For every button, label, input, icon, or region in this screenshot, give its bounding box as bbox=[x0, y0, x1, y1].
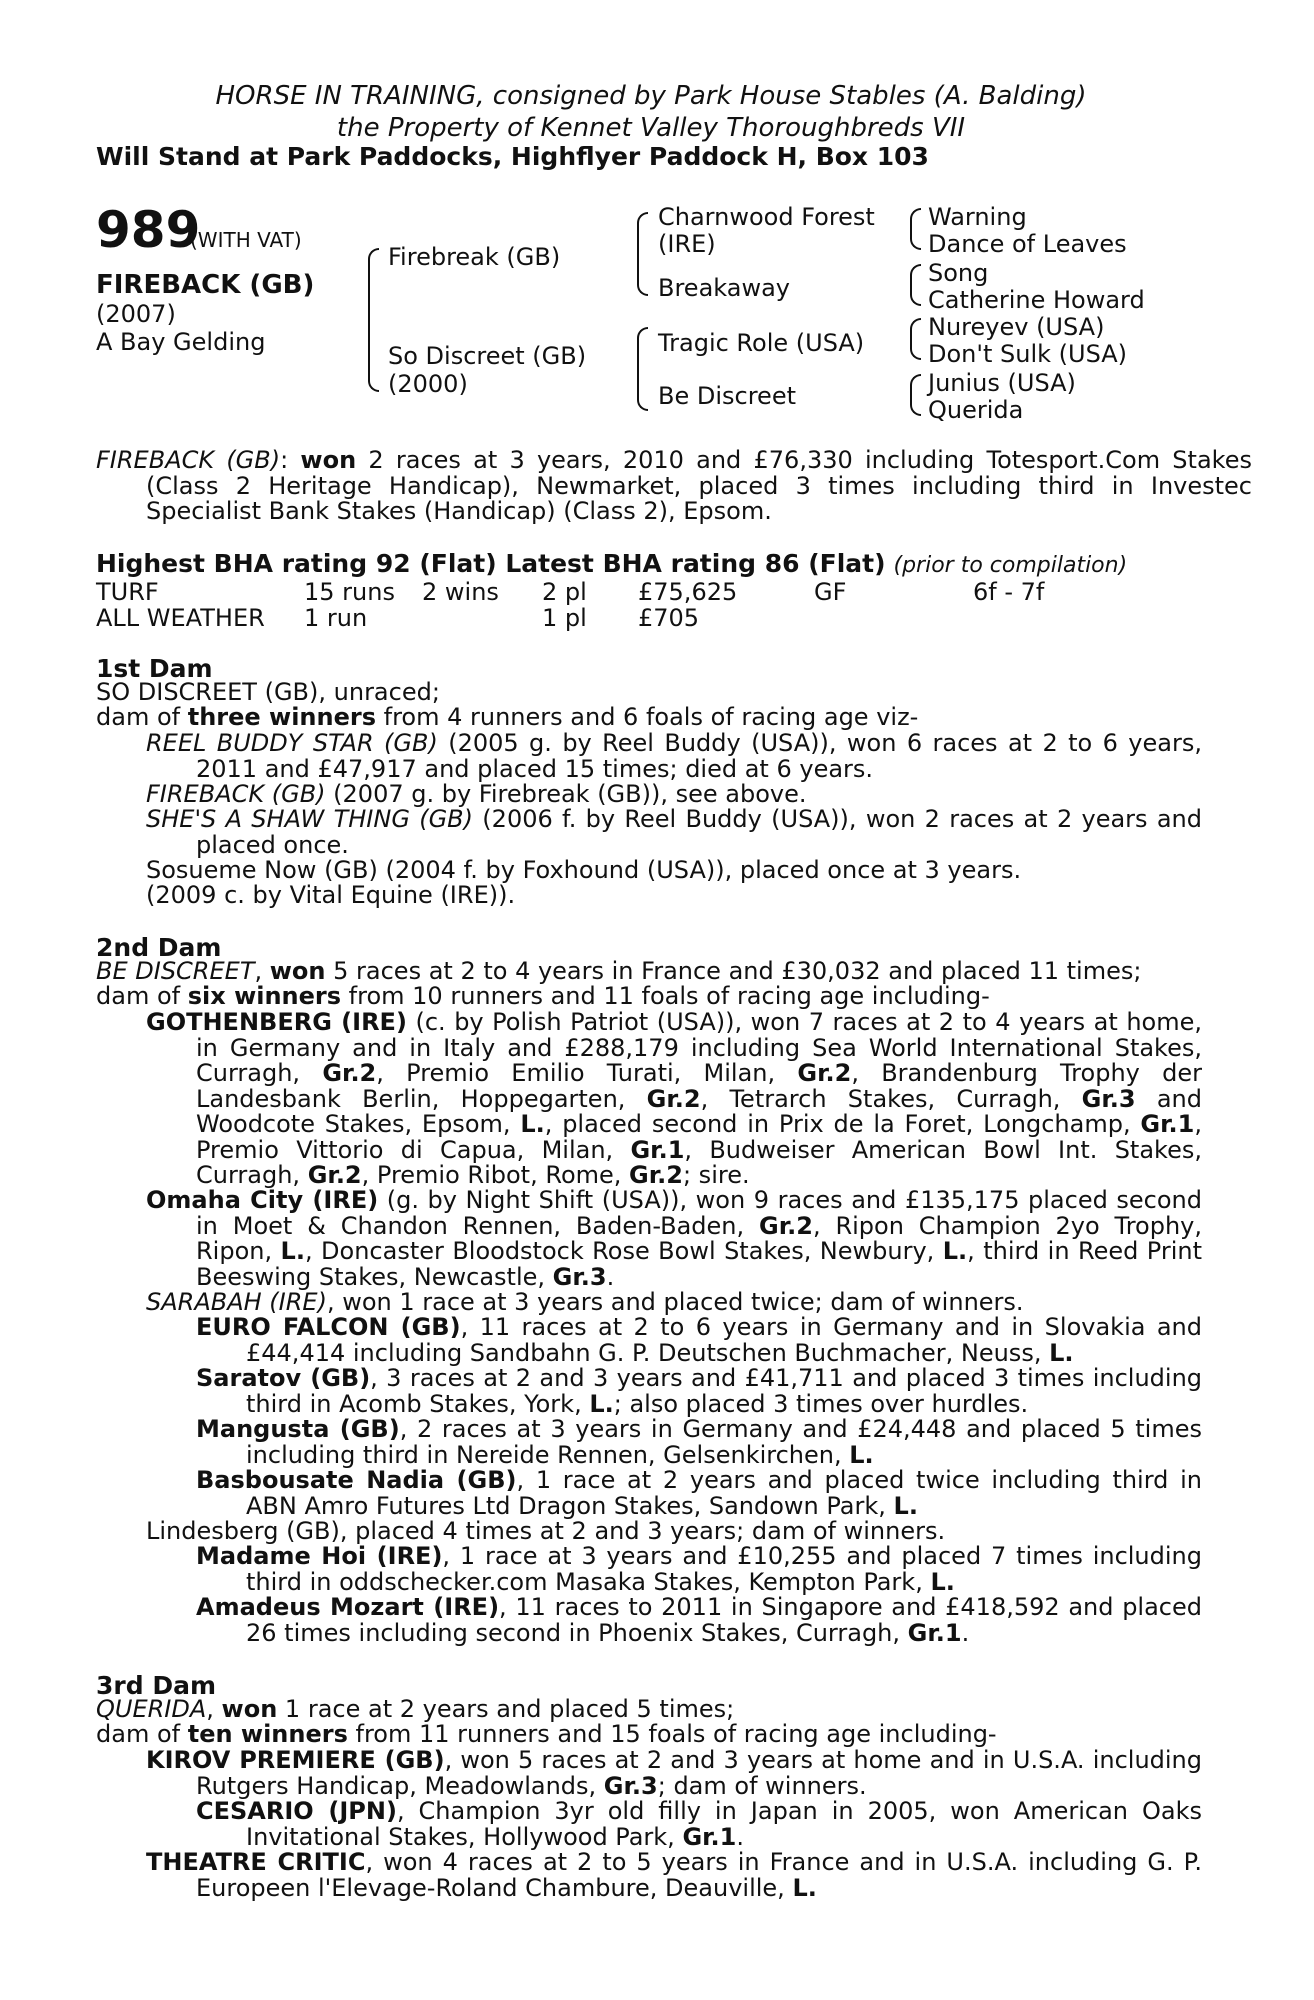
grade: Gr.2 bbox=[797, 1059, 852, 1087]
grade: L. bbox=[930, 1567, 955, 1596]
third-dam-record: 1 race at 2 years and placed 5 times; bbox=[277, 1695, 735, 1723]
vat-label: (WITH VAT) bbox=[190, 228, 302, 252]
grade: Gr.1 bbox=[1140, 1110, 1195, 1138]
progeny-basbousate-nadia bbox=[196, 1468, 1202, 1519]
progeny-madame-hoi bbox=[196, 1544, 1202, 1595]
first-dam-prefix: dam of bbox=[96, 703, 188, 731]
rating-line bbox=[96, 551, 1202, 579]
rating-note: (prior to compilation) bbox=[893, 553, 1128, 578]
third-dam-line2 bbox=[96, 1722, 1202, 1748]
text: , Brandenburg Trophy der Landesbank Berlin, Hoppegarten, bbox=[196, 1059, 1202, 1113]
pedigree-brace-5 bbox=[910, 264, 921, 306]
progeny-reel-buddy-star bbox=[146, 731, 1202, 782]
grandparent-3: Song bbox=[928, 259, 989, 287]
second-dam-winners: six winners bbox=[187, 982, 342, 1010]
text: , third in Reed Print Beeswing Stakes, Newcastle, bbox=[196, 1237, 1202, 1291]
aw-runs: 1 run bbox=[304, 604, 368, 632]
grade: Gr.1 bbox=[907, 1618, 962, 1647]
horse-description: A Bay Gelding bbox=[96, 328, 266, 356]
horse-year: (2007) bbox=[96, 300, 176, 328]
grade: L. bbox=[589, 1389, 614, 1418]
grandparent-5: Nureyev (USA) bbox=[928, 313, 1105, 341]
progeny-name: REEL BUDDY STAR (GB) bbox=[146, 729, 438, 757]
grandparent-6: Don't Sulk (USA) bbox=[928, 340, 1128, 368]
first-dam-line2 bbox=[96, 705, 1202, 731]
turf-wins: 2 wins bbox=[422, 578, 499, 606]
turf-going: GF bbox=[814, 578, 847, 606]
horse-name: FIREBACK (GB) bbox=[96, 270, 315, 300]
text: , Premio Emilio Turati, Milan, bbox=[376, 1059, 798, 1087]
text: . bbox=[606, 1262, 615, 1291]
grade: Gr.2 bbox=[307, 1161, 362, 1189]
turf-runs: 15 runs bbox=[304, 578, 395, 606]
third-dam-line1: QUERIDA, won 1 race at 2 years and placed 5 times; bbox=[96, 1695, 735, 1723]
pedigree-brace-3 bbox=[637, 327, 648, 411]
progeny-name: SHE'S A SHAW THING (GB) bbox=[146, 805, 474, 833]
first-dam-suffix: from 4 runners and 6 foals of racing age viz- bbox=[376, 703, 919, 731]
pedigree-brace-7 bbox=[910, 374, 921, 416]
grade: Gr.2 bbox=[759, 1211, 813, 1240]
third-dam-name: QUERIDA bbox=[96, 1695, 207, 1723]
second-dam-prefix: dam of bbox=[96, 982, 188, 1010]
summary-name: FIREBACK (GB) bbox=[96, 446, 281, 474]
dam: So Discreet (GB) bbox=[388, 342, 587, 370]
text: , Tetrarch Stakes, Curragh, bbox=[700, 1084, 1082, 1113]
progeny-name: Amadeus Mozart (IRE) bbox=[196, 1593, 500, 1621]
rating-bold: Highest BHA rating 92 (Flat) Latest BHA rating 86 (Flat) bbox=[96, 549, 886, 578]
progeny-name: SARABAH (IRE) bbox=[146, 1288, 327, 1316]
grandparent-7: Junius (USA) bbox=[928, 369, 1076, 397]
text: , 11 races to 2011 in Singapore and £418,592 and placed 26 times including second in Phoenix Stakes, Curragh, bbox=[246, 1593, 1202, 1647]
text: , 2 races at 3 years in Germany and £24,448 and placed 5 times including third in Nereide Rennen, Gelsenkirchen, bbox=[246, 1415, 1202, 1469]
grade: Gr.1 bbox=[630, 1135, 685, 1164]
third-dam-won: won bbox=[221, 1695, 278, 1723]
grade: Gr.2 bbox=[629, 1161, 683, 1189]
progeny-2009-colt: (2009 c. by Vital Equine (IRE)). bbox=[146, 881, 516, 909]
summary-colon: : bbox=[280, 446, 289, 474]
progeny-name: Mangusta (GB) bbox=[196, 1415, 400, 1443]
progeny-gothenberg bbox=[146, 1010, 1202, 1189]
sire: Firebreak (GB) bbox=[388, 243, 561, 271]
grade: Gr.1 bbox=[682, 1822, 737, 1851]
stand-line: Will Stand at Park Paddocks, Highflyer Paddock H, Box 103 bbox=[96, 142, 929, 171]
aw-earnings: £705 bbox=[638, 604, 700, 632]
text: , Budweiser American Bowl Int. Stakes, Curragh, bbox=[196, 1135, 1202, 1189]
progeny-mangusta bbox=[196, 1417, 1202, 1468]
second-dam-record: 5 races at 2 to 4 years in France and £30,032 and placed 11 times; bbox=[325, 957, 1142, 985]
first-dam-line1: SO DISCREET (GB), unraced; bbox=[96, 678, 440, 706]
progeny-text: (2005 g. by Reel Buddy (USA)), won 6 races at 2 to 6 years, 2011 and £47,917 and placed 15 times; died at 6 years. bbox=[196, 729, 1202, 783]
grade: L. bbox=[893, 1491, 918, 1520]
race-summary bbox=[96, 448, 1252, 525]
progeny-sarabah bbox=[146, 1290, 1202, 1316]
progeny-name: EURO FALCON (GB) bbox=[196, 1313, 461, 1341]
third-dam-winners: ten winners bbox=[187, 1720, 348, 1748]
third-dam-suffix: from 11 runners and 15 foals of racing age including- bbox=[347, 1720, 997, 1748]
pedigree-brace-2 bbox=[637, 212, 648, 296]
progeny-name: Madame Hoi (IRE) bbox=[196, 1542, 443, 1570]
text: , 11 races at 2 to 6 years in Germany and in Slovakia and £44,414 including Sandbahn G. P. Deutschen Buchmacher, Neuss, bbox=[246, 1313, 1203, 1367]
grandparent-8: Querida bbox=[928, 396, 1024, 424]
grade: L. bbox=[280, 1237, 305, 1265]
grade: Gr.3 bbox=[603, 1771, 658, 1800]
sire-dam: Breakaway bbox=[658, 274, 790, 302]
grade: L. bbox=[1049, 1338, 1074, 1367]
pedigree-brace-4 bbox=[910, 208, 921, 250]
grade: Gr.2 bbox=[646, 1084, 701, 1113]
text: , Premio Ribot, Rome, bbox=[361, 1161, 630, 1189]
progeny-name: Omaha City (IRE) bbox=[146, 1186, 379, 1214]
progeny-name: Saratov (GB) bbox=[196, 1364, 371, 1392]
aw-surface: ALL WEATHER bbox=[96, 604, 265, 632]
grade: L. bbox=[520, 1110, 545, 1138]
summary-text: 2 races at 3 years, 2010 and £76,330 including Totesport.Com Stakes (Class 2 Heritage Handicap), Newmarket, placed 3 times including third in Investec Specialist Bank Stakes (Handicap) (Class 2), Epsom. bbox=[146, 446, 1252, 525]
pedigree-brace-1 bbox=[368, 248, 379, 392]
grandparent-4: Catherine Howard bbox=[928, 286, 1145, 314]
text: , 1 race at 2 years and placed twice including third in ABN Amro Futures Ltd Dragon Stakes, Sandown Park, bbox=[246, 1466, 1203, 1520]
summary-won: won bbox=[300, 446, 357, 474]
second-dam-line1: BE DISCREET, won 5 races at 2 to 4 years in France and £30,032 and placed 11 times; bbox=[96, 957, 1142, 985]
text: , won 1 race at 3 years and placed twice; dam of winners. bbox=[326, 1288, 1024, 1316]
property-line: the Property of Kennet Valley Thoroughbreds VII bbox=[336, 113, 966, 143]
progeny-text: (2007 g. by Firebreak (GB)), see above. bbox=[325, 780, 807, 808]
turf-distance: 6f - 7f bbox=[973, 578, 1045, 606]
text: ; sire. bbox=[682, 1161, 750, 1189]
grade: Gr.2 bbox=[322, 1059, 377, 1087]
grade: L. bbox=[849, 1440, 874, 1469]
second-dam-won: won bbox=[269, 957, 326, 985]
consignor-line: HORSE IN TRAINING, consigned by Park House Stables (A. Balding) bbox=[215, 81, 1087, 111]
aw-placed: 1 pl bbox=[542, 604, 587, 632]
progeny-name: GOTHENBERG (IRE) bbox=[146, 1008, 407, 1036]
second-dam-suffix: from 10 runners and 11 foals of racing age including- bbox=[341, 982, 990, 1010]
sire-sire-country: (IRE) bbox=[658, 230, 716, 258]
text: , 1 race at 3 years and £10,255 and placed 7 times including third in oddschecker.com Masaka Stakes, Kempton Park, bbox=[246, 1542, 1202, 1596]
grade: L. bbox=[792, 1873, 817, 1902]
grandparent-1: Warning bbox=[928, 203, 1027, 231]
grade: Gr.3 bbox=[1081, 1084, 1136, 1113]
turf-earnings: £75,625 bbox=[638, 578, 738, 606]
first-dam-heading: 1st Dam bbox=[96, 654, 213, 683]
progeny-amadeus-mozart bbox=[196, 1595, 1202, 1646]
text: , Ripon Champion 2yo Trophy, Ripon, bbox=[196, 1211, 1202, 1265]
dam-sire: Tragic Role (USA) bbox=[658, 329, 865, 357]
progeny-name: FIREBACK (GB) bbox=[146, 780, 326, 808]
first-dam-winners: three winners bbox=[187, 703, 376, 731]
text: ; also placed 3 times over hurdles. bbox=[613, 1389, 1029, 1418]
turf-placed: 2 pl bbox=[542, 578, 587, 606]
text: , placed second in Prix de la Foret, Longchamp, bbox=[544, 1110, 1141, 1138]
progeny-name: THEATRE CRITIC bbox=[146, 1848, 366, 1876]
text: , 3 races at 2 and 3 years and £41,711 and placed 3 times including third in Acomb Stakes, York, bbox=[246, 1364, 1203, 1418]
text: . bbox=[736, 1822, 745, 1851]
progeny-kirov-premiere bbox=[146, 1748, 1202, 1799]
progeny-name: Basbousate Nadia (GB) bbox=[196, 1466, 517, 1494]
third-dam-heading: 3rd Dam bbox=[96, 1671, 216, 1700]
progeny-name: CESARIO (JPN) bbox=[196, 1797, 397, 1825]
progeny-sosueme-now: Sosueme Now (GB) (2004 f. by Foxhound (USA)), placed once at 3 years. bbox=[146, 856, 1022, 884]
text: , Premio Vittorio di Capua, Milan, bbox=[196, 1110, 1202, 1164]
second-dam-line2 bbox=[96, 984, 1202, 1010]
second-dam-name: BE DISCREET bbox=[96, 957, 255, 985]
text: and Woodcote Stakes, Epsom, bbox=[196, 1084, 1202, 1138]
progeny-saratov bbox=[196, 1366, 1202, 1417]
progeny-lindesberg: Lindesberg (GB), placed 4 times at 2 and 3 years; dam of winners. bbox=[146, 1517, 946, 1545]
progeny-euro-falcon bbox=[196, 1315, 1202, 1366]
text: (c. by Polish Patriot (USA)), won 7 races at 2 to 4 years at home, in Germany and in Italy and £288,179 including Sea World International Stakes, Curragh, bbox=[196, 1008, 1202, 1087]
text: ; dam of winners. bbox=[657, 1771, 867, 1800]
text: (g. by Night Shift (USA)), won 9 races and £135,175 placed second in Moet & Chandon Rennen, Baden-Baden, bbox=[196, 1186, 1202, 1240]
text: , Doncaster Bloodstock Rose Bowl Stakes, Newbury, bbox=[304, 1237, 943, 1265]
grade: L. bbox=[942, 1237, 968, 1265]
dam-dam: Be Discreet bbox=[658, 382, 796, 410]
progeny-omaha-city bbox=[146, 1188, 1202, 1290]
sire-sire: Charnwood Forest bbox=[658, 203, 875, 231]
progeny-text: (2006 f. by Reel Buddy (USA)), won 2 races at 2 years and placed once. bbox=[196, 805, 1202, 859]
text: , won 5 races at 2 and 3 years at home and in U.S.A. including Rutgers Handicap, Meadowlands, bbox=[196, 1746, 1203, 1800]
third-dam-prefix: dam of bbox=[96, 1720, 188, 1748]
progeny-shes-a-shaw-thing bbox=[146, 807, 1202, 858]
text: , won 4 races at 2 to 5 years in France and in U.S.A. including G. P. Europeen l'Elevage-Roland Chambure, Deauville, bbox=[196, 1848, 1203, 1902]
grandparent-2: Dance of Leaves bbox=[928, 230, 1127, 258]
progeny-fireback bbox=[146, 782, 1202, 808]
pedigree-brace-6 bbox=[910, 318, 921, 360]
progeny-theatre-critic bbox=[146, 1850, 1202, 1901]
grade: Gr.3 bbox=[552, 1262, 607, 1291]
progeny-cesario bbox=[196, 1799, 1202, 1850]
dam-year: (2000) bbox=[388, 370, 468, 398]
turf-surface: TURF bbox=[96, 578, 159, 606]
progeny-name: KIROV PREMIERE (GB) bbox=[146, 1746, 445, 1774]
text: , Champion 3yr old filly in Japan in 2005, won American Oaks Invitational Stakes, Hollywood Park, bbox=[246, 1797, 1202, 1851]
text: . bbox=[961, 1618, 970, 1647]
lot-number: 989 bbox=[96, 201, 201, 259]
second-dam-heading: 2nd Dam bbox=[96, 933, 222, 962]
